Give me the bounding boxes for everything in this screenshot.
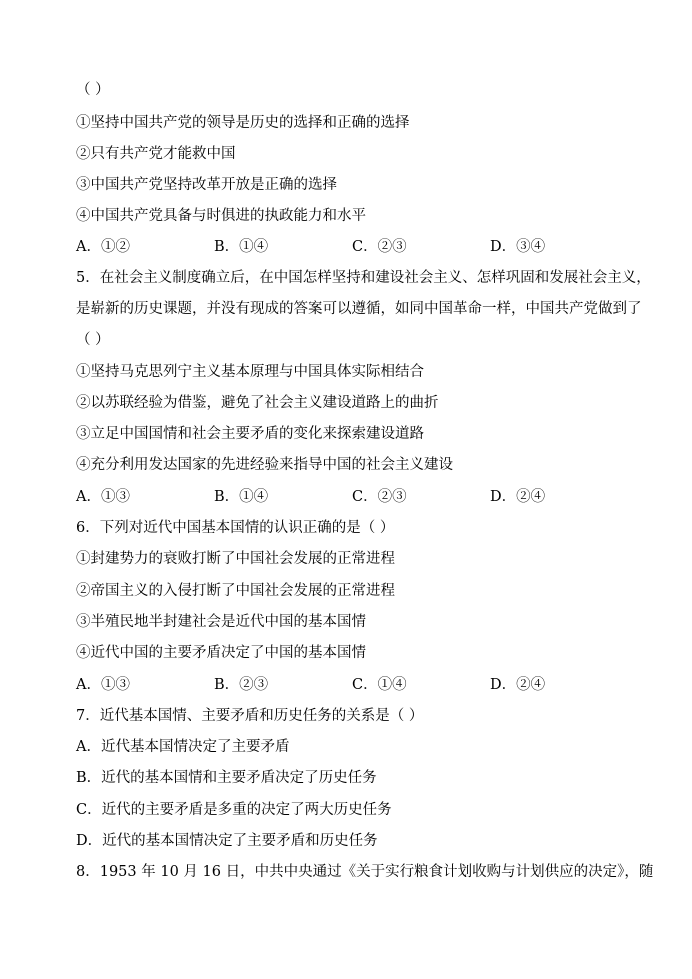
q6-stem: 6．下列对近代中国基本国情的认识正确的是（ ） — [76, 520, 395, 536]
q6-option-b: B．②③ — [214, 677, 269, 693]
q5-option-b: B．①④ — [214, 489, 269, 505]
q5-option-d: D．②④ — [490, 489, 546, 505]
q5-item-1: ①坚持马克思列宁主义基本原理与中国具体实际相结合 — [76, 364, 424, 380]
q6-item-4: ④近代中国的主要矛盾决定了中国的基本国情 — [76, 645, 366, 661]
q4-answer-paren: （ ） — [76, 82, 110, 98]
q4-item-2: ②只有共产党才能救中国 — [76, 146, 236, 162]
q5-item-4: ④充分利用发达国家的先进经验来指导中国的社会主义建设 — [76, 457, 453, 473]
q4-option-d: D．③④ — [490, 239, 546, 255]
q5-stem-line-1: 5．在社会主义制度确立后，在中国怎样坚持和建设社会主义、怎样巩固和发展社会主义， — [76, 270, 651, 286]
q4-option-b: B．①④ — [214, 239, 269, 255]
q7-option-d: D．近代的基本国情决定了主要矛盾和历史任务 — [76, 833, 378, 849]
q4-option-a: A．①② — [76, 239, 130, 255]
q5-option-a: A．①③ — [76, 489, 130, 505]
q5-stem-line-2: 是崭新的历史课题，并没有现成的答案可以遵循，如同中国革命一样，中国共产党做到了 — [76, 301, 642, 317]
q8-stem: 8．1953 年 10 月 16 日，中共中央通过《关于实行粮食计划收购与计划供应的决定》，随 — [76, 864, 654, 880]
q4-option-c: C．②③ — [352, 239, 407, 255]
q5-item-2: ②以苏联经验为借鉴，避免了社会主义建设道路上的曲折 — [76, 395, 439, 411]
q6-option-d: D．②④ — [490, 677, 546, 693]
q7-option-c: C．近代的主要矛盾是多重的决定了两大历史任务 — [76, 802, 392, 818]
q4-item-3: ③中国共产党坚持改革开放是正确的选择 — [76, 177, 337, 193]
q4-item-4: ④中国共产党具备与时俱进的执政能力和水平 — [76, 208, 366, 224]
q7-option-a: A．近代基本国情决定了主要矛盾 — [76, 739, 290, 755]
q6-item-3: ③半殖民地半封建社会是近代中国的基本国情 — [76, 614, 366, 630]
q6-option-c: C．①④ — [352, 677, 407, 693]
q5-option-c: C．②③ — [352, 489, 407, 505]
q7-stem: 7．近代基本国情、主要矛盾和历史任务的关系是（ ） — [76, 708, 424, 724]
q6-item-1: ①封建势力的衰败打断了中国社会发展的正常进程 — [76, 551, 395, 567]
q6-item-2: ②帝国主义的入侵打断了中国社会发展的正常进程 — [76, 583, 395, 599]
q5-answer-paren: （ ） — [76, 332, 110, 348]
q6-option-a: A．①③ — [76, 677, 130, 693]
q5-item-3: ③立足中国国情和社会主要矛盾的变化来探索建设道路 — [76, 426, 424, 442]
q4-item-1: ①坚持中国共产党的领导是历史的选择和正确的选择 — [76, 115, 410, 131]
q7-option-b: B．近代的基本国情和主要矛盾决定了历史任务 — [76, 770, 377, 786]
